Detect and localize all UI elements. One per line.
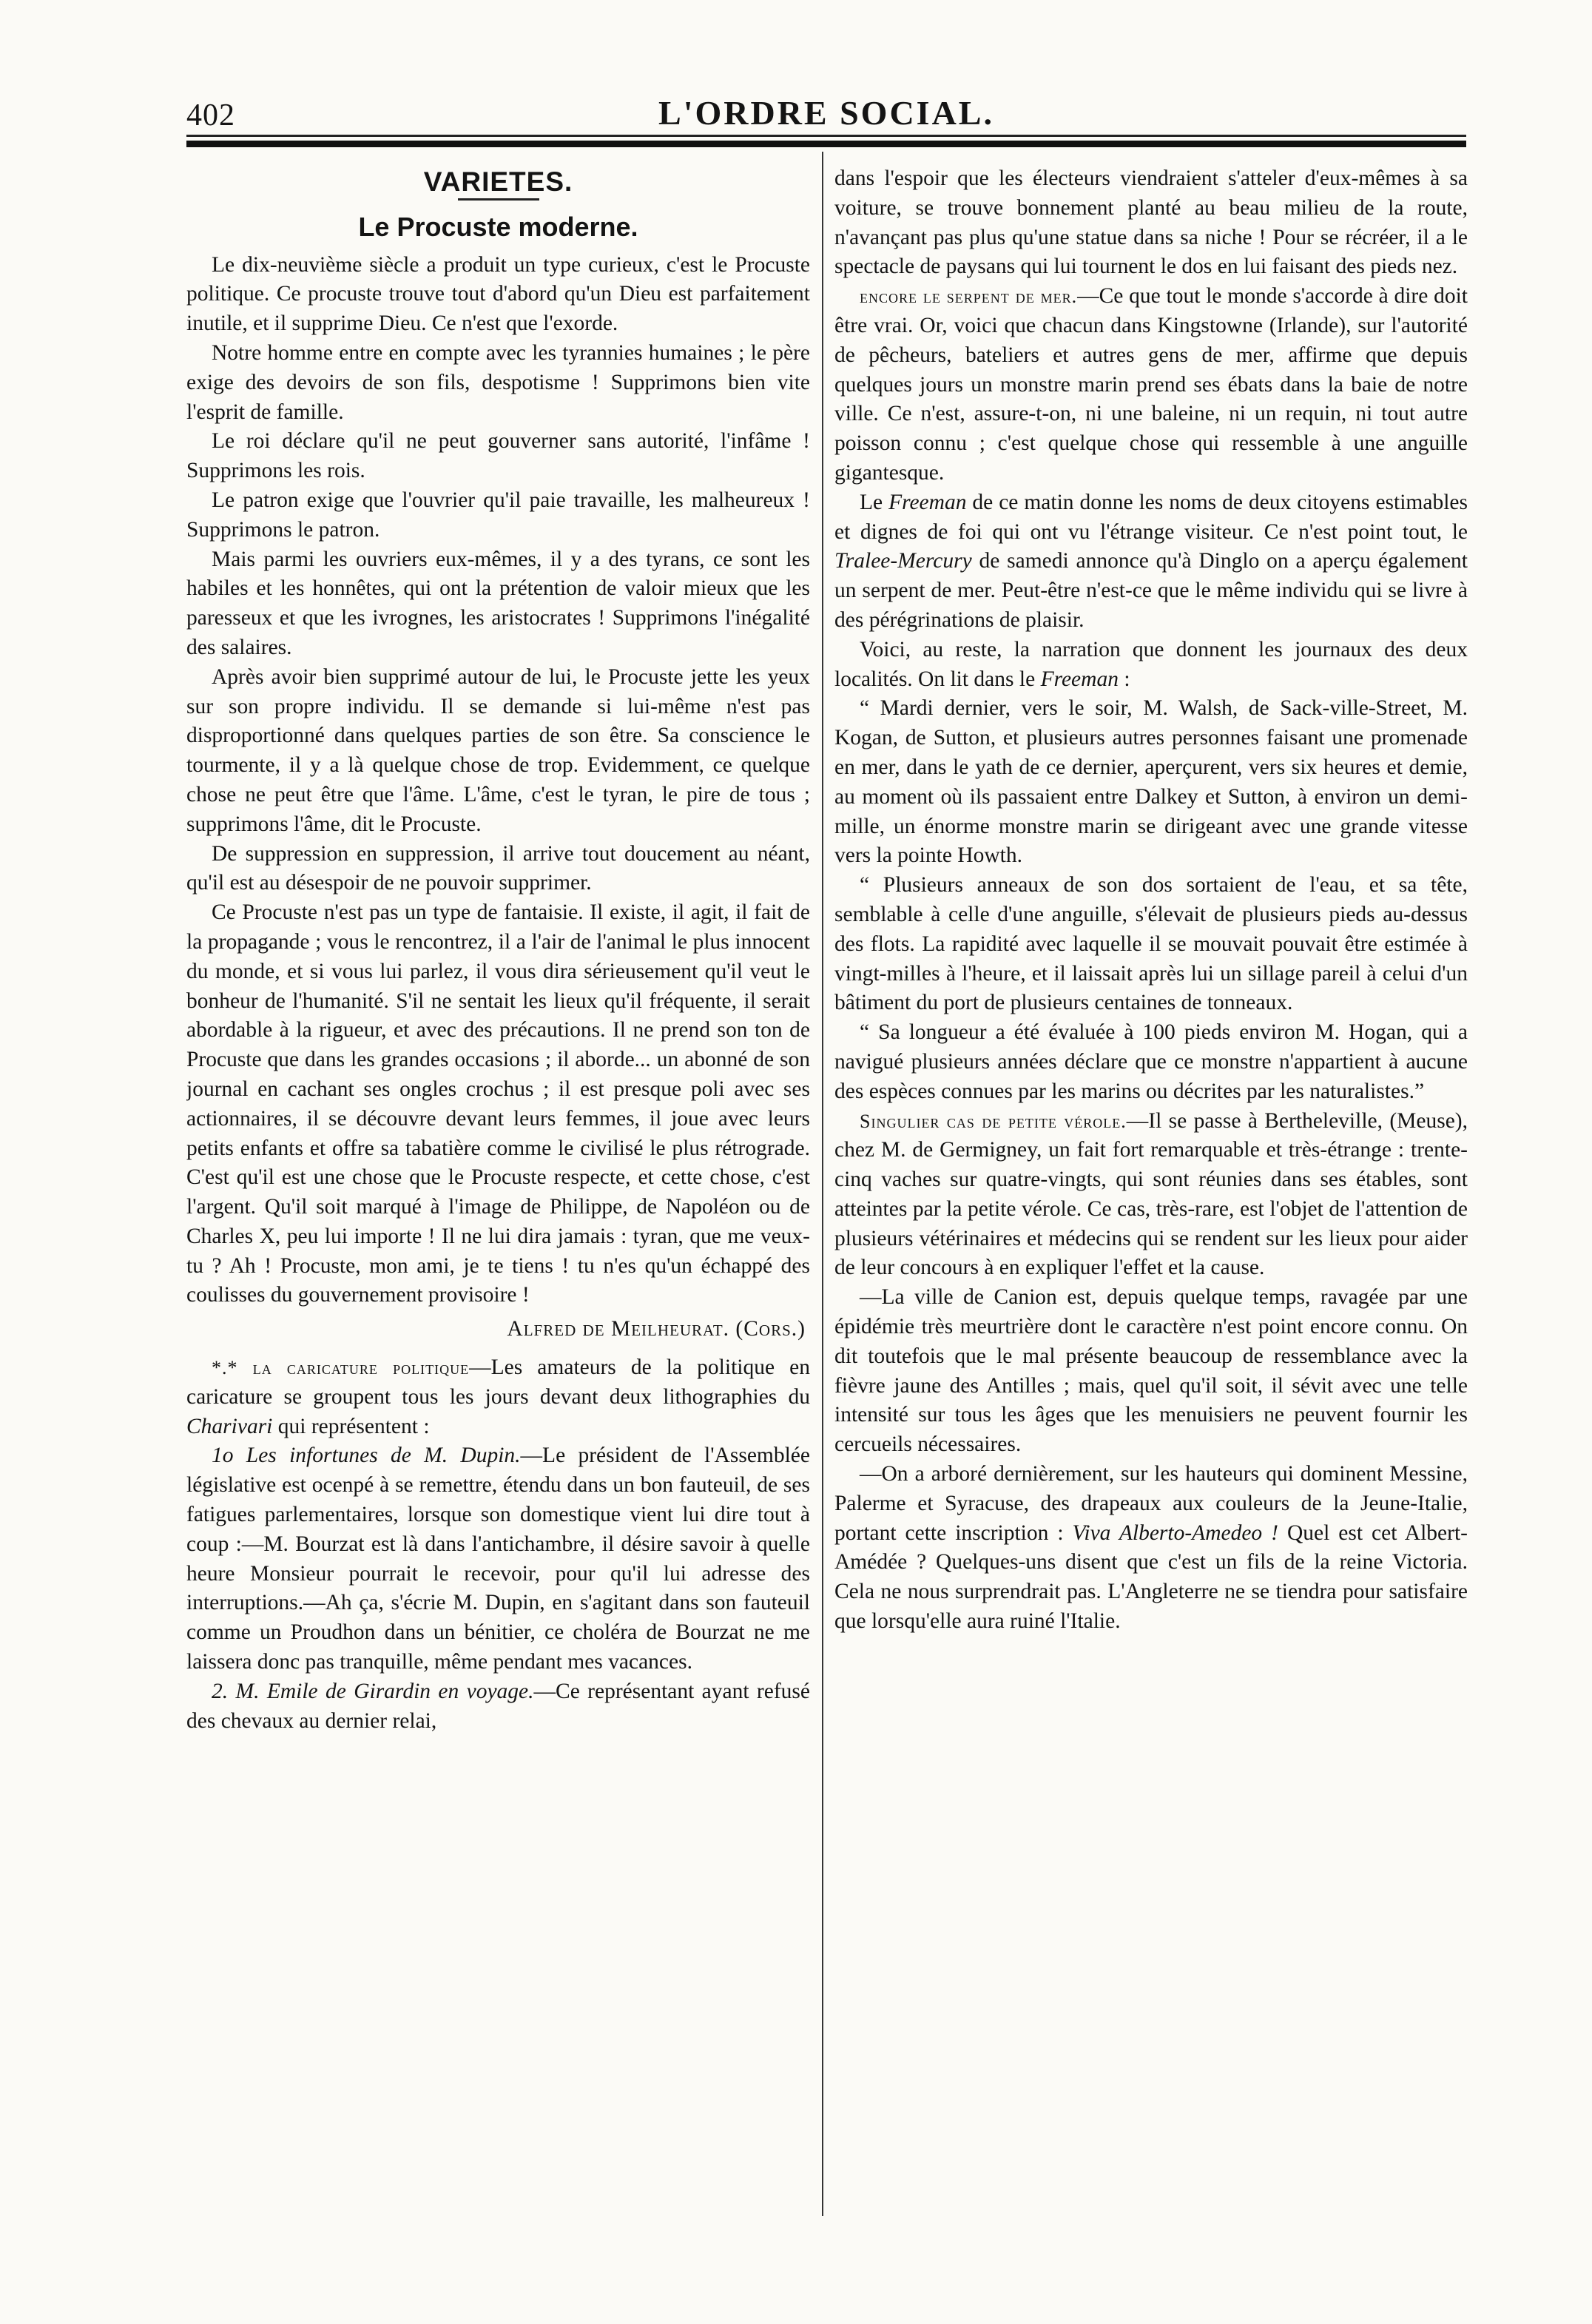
text-run: :: [1118, 667, 1130, 691]
text-run: —On a arboré dernièrement, sur les hauteurs qui dominent Messine, Palerme et Syracuse, des drapeaux aux couleurs de la Jeune-Italie, portant cette inscription :: [834, 1462, 1468, 1545]
caricature-intro-end: qui représentent :: [272, 1414, 430, 1438]
quote-paragraph: “ Plusieurs anneaux de son dos sortaient de l'eau, et sa tête, semblable à celle d'une anguille, s'élevait de plusieurs pieds au-dessus des flots. La rapidité avec laquelle il se mouvait pouvait être estimée à vingt-milles à l'heure, et il laissait après lui un sillage pareil à celui d'un bâtiment du port de plusieurs centaines de tonneaux.: [834, 873, 1468, 1015]
caricature-item-1: [186, 1441, 810, 1677]
inscription: Viva Alberto-Amedeo !: [1072, 1520, 1278, 1545]
quote-paragraph: “ Mardi dernier, vers le soir, M. Walsh, de Sack-ville-Street, M. Kogan, de Sutton, et plusieurs autres personnes faisant une promenade en mer, dans le yath de ce dernier, aperçurent, vers six heures et demie, au moment où ils passaient entre Dalkey et Sutton, à environ un demi-mille, un énorme monstre marin se dirigeant avec une grande vitesse vers la pointe Howth.: [834, 696, 1468, 868]
article-title: Le Procuste moderne.: [358, 211, 638, 242]
item-text: —Le président de l'Assemblée législative est ocenpé à se remettre, étendu dans un bon fauteuil, de ses fatigues parlementaires, lorsque son domestique vient lui dire tout à coup :—M. Bourzat est là dans l'antichambre, il désire savoir à quelle heure Monsieur pourrait le recevoir, pour qu'il lui adresse des interruptions.—Ah ça, s'écrie M. Dupin, en s'agitant dans son fauteuil comme un Proudhon dans un bénitier, ce choléra de Bourzat ne me laissera donc pas tranquille, même pendant mes vacances.: [186, 1444, 810, 1674]
article-paragraph: Notre homme entre en compte avec les tyrannies humaines ; le père exige des devoirs de son fils, despotisme ! Supprimons bien vite l'esprit de famille.: [186, 340, 810, 424]
serpent-text: —Ce que tout le monde s'accorde à dire doit être vrai. Or, voici que chacun dans Kingstowne (Irlande), sur l'autorité de pêcheurs, bateliers et autres gens de mer, affirme que depuis quelques jours un monstre marin prend ses ébats dans la baie de notre ville. Ce n'est, assure-t-on, ni une baleine, ni un requin, ni tout autre poisson connu ; c'est quelque chose qui ressemble à une anguille gigantesque.: [834, 284, 1468, 485]
text-run: Quel est cet Albert-Amédée ? Quelques-uns disent que c'est un fils de la reine Victoria. Cela ne nous surprendrait pas. L'Angleterre ne se tiendra pour satisfaire que lorsqu'elle aura ruiné l'Italie.: [834, 1520, 1468, 1634]
canion-paragraph: —La ville de Canion est, depuis quelque temps, ravagée par une épidémie très meurtrière dont le caractère n'est point encore connu. On dit toutefois que le mal présente beaucoup de ressemblance avec la fièvre jaune des Antilles ; mais, quel qu'il soit, il sévit avec une telle intensité sur tous les âges que les menuisiers ne peuvent fournir les cercueils nécessaires.: [834, 1285, 1468, 1457]
serpent-paragraph-3: [834, 636, 1468, 695]
article-paragraph: Après avoir bien supprimé autour de lui, le Procuste jette les yeux sur son propre individu. Il se demande si lui-même n'est pas disproportionné dans quelques parties de son être. Sa conscience le tourmente, il y a là quelque chose de trop. Evidemment, ce quelque chose ne peut être que l'âme. L'âme, c'est le tyran, le pire de tous ; supprimons l'âme, dit le Procuste.: [186, 664, 810, 836]
variole-text: —Il se passe à Bertheleville, (Meuse), chez M. de Germigney, un fait fort remarquable et très-étrange : trente-cinq vaches sur quatre-vingts, qui sont réunies dans ses étables, sont atteintes par la petite vérole. Ce cas, très-rare, est l'objet de l'attention de plusieurs vétérinaires et médecins qui se rendent sur les lieux pour aider de leur concours à en expliquer l'effet et la cause.: [834, 1108, 1468, 1280]
page-number: 402: [186, 98, 235, 132]
section-underline: [458, 198, 539, 201]
article-paragraph: Le dix-neuvième siècle a produit un type curieux, c'est le Procuste politique. Ce procuste trouve tout d'abord qu'un Dieu est parfaitement inutile, et il supprime Dieu. Ce n'est que l'exorde.: [186, 252, 810, 336]
caricature-kicker: *.* la caricature politique: [212, 1357, 470, 1379]
text-run: de ce matin donne les noms de deux citoyens estimables et dignes de foi qui ont vu l'étrange visiteur. Ce n'est point tout, le: [834, 490, 1468, 544]
running-title: L'ORDRE SOCIAL.: [658, 94, 994, 132]
journal-name: Freeman: [1040, 667, 1119, 691]
variole-paragraph: [834, 1107, 1468, 1284]
page-header: [186, 87, 1466, 139]
item-title: 2. M. Emile de Girardin en voyage.: [212, 1679, 534, 1703]
article-paragraph: Le roi déclare qu'il ne peut gouverner sans autorité, l'infâme ! Supprimons les rois.: [186, 429, 810, 483]
text-run: de samedi annonce qu'à Dinglo on a aperçu également un serpent de mer. Peut-être n'est-ce que le même individu qui se livre à des pérégrinations de plaisir.: [834, 549, 1468, 632]
serpent-paragraph: [834, 282, 1468, 488]
journal-name: Tralee-Mercury: [834, 549, 972, 573]
header-rule-thin: [186, 135, 1466, 137]
serpent-paragraph-2: [834, 488, 1468, 636]
right-column: [834, 164, 1468, 2221]
article-paragraph: De suppression en suppression, il arrive tout doucement au néant, qu'il est au désespoir de ne pouvoir supprimer.: [186, 841, 810, 895]
header-rule-thick: [186, 141, 1466, 147]
text-run: Le: [860, 490, 889, 514]
text-run: Voici, au reste, la narration que donnent les journaux des deux localités. On lit dans le: [834, 637, 1468, 691]
item-text: —Ce représentant ayant refusé des chevaux au dernier relai,: [186, 1679, 810, 1733]
continuation-paragraph: dans l'espoir que les électeurs viendraient s'atteler d'eux-mêmes à sa voiture, se trouve bonnement planté au beau milieu de la route, n'avançant pas plus qu'une statue dans sa niche ! Pour se récréer, il a le spectacle de paysans qui lui tournent le dos en lui faisant des pieds nez.: [834, 166, 1468, 279]
italie-paragraph: [834, 1460, 1468, 1637]
section-title: VARIETES.: [423, 166, 573, 197]
journal-name: Charivari: [186, 1414, 273, 1438]
journal-name: Freeman: [888, 490, 967, 514]
left-column: [186, 164, 810, 2221]
serpent-kicker: encore le serpent de mer.: [860, 286, 1078, 308]
article-byline: Alfred de Meilheurat. (Cors.): [507, 1317, 806, 1341]
article-paragraph: Ce Procuste n'est pas un type de fantaisie. Il existe, il agit, il fait de la propagande ; vous le rencontrez, il a l'air de l'animal le plus innocent du monde, et si vous lui parlez, il vous dira sérieusement qu'il veut le bonheur de l'humanité. S'il ne sentait les lieux qu'il fréquente, il serait abordable à la rigueur, et avec des précautions. Il ne prend son ton de Procuste que dans les grandes occasions ; il aborde... un abonné de son journal en cachant ses ongles crochus ; il est presque poli avec ses actionnaires, il se découvre devant leurs femmes, il joue avec leurs petits enfants et offre sa tabatière comme le civilisé le plus rétrograde. C'est qu'il est une chose que le Procuste respecte, et cette chose, c'est l'argent. Qu'il soit marqué à l'image de Philippe, de Napoléon ou de Charles X, peu lui importe ! Il ne lui dira jamais : tyran, que me veux-tu ? Ah ! Procuste, mon ami, je te tiens ! tu n'es qu'un échappé des coulisses du gouvernement provisoire !: [186, 900, 810, 1307]
article-paragraph: Mais parmi les ouvriers eux-mêmes, il y a des tyrans, ce sont les habiles et les honnêtes, qui ont la prétention de valoir mieux que les paresseux et que les ivrognes, les aristocrates ! Supprimons l'inégalité des salaires.: [186, 547, 810, 659]
caricature-item-2: [186, 1677, 810, 1737]
quote-paragraph: “ Sa longueur a été évaluée à 100 pieds environ M. Hogan, qui a navigué plusieurs années déclare que ce monstre n'appartient à aucune des espèces connues par les marins ou décrites par les naturalistes.”: [834, 1020, 1468, 1103]
variole-kicker: Singulier cas de petite vérole.: [860, 1110, 1127, 1132]
caricature-paragraph: [186, 1353, 810, 1441]
item-title: 1o Les infortunes de M. Dupin.: [212, 1444, 521, 1468]
caricature-intro: —Les amateurs de la politique en caricature se groupent tous les jours devant deux lithographies du: [186, 1355, 810, 1409]
article-paragraph: Le patron exige que l'ouvrier qu'il paie travaille, les malheureux ! Supprimons le patron.: [186, 488, 810, 542]
column-divider: [822, 152, 823, 2216]
